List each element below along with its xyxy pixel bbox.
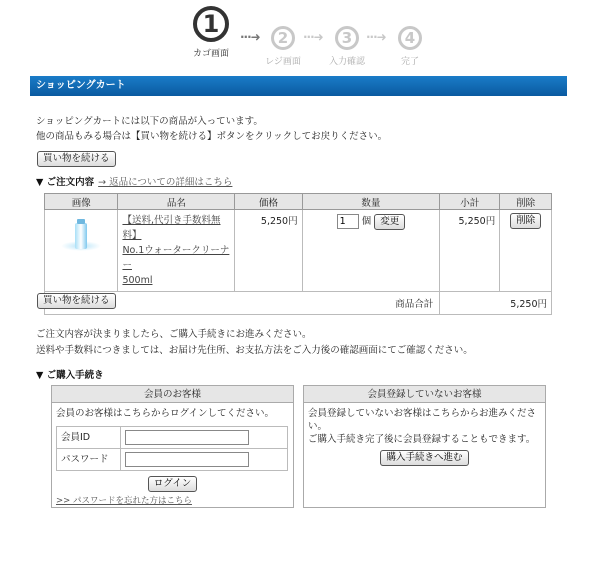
forgot-password-link[interactable]: >> パスワードを忘れた方はこちら — [56, 496, 192, 506]
password-label: パスワード — [57, 449, 121, 471]
update-quantity-button[interactable]: 変更 — [374, 214, 405, 230]
order-table — [44, 193, 552, 315]
member-desc: 会員のお客様はこちらからログインしてください。 — [56, 408, 275, 419]
intro-line-1: ショッピングカートには以下の商品が入っています。 — [36, 116, 263, 127]
col-name: 品名 — [118, 194, 235, 210]
total-row — [45, 292, 552, 315]
arrow-icon: ···➜ — [366, 30, 386, 44]
col-price: 価格 — [235, 194, 302, 210]
quantity-input[interactable] — [337, 214, 359, 229]
arrow-icon: ···➜ — [240, 30, 260, 44]
delete-cell — [500, 210, 552, 292]
purchase-heading: ▼ ご購入手続き — [36, 370, 104, 381]
step-label: 入力確認 — [328, 57, 365, 67]
member-panel — [51, 385, 294, 508]
continue-shopping-button[interactable]: 買い物を続ける — [37, 151, 116, 167]
guest-panel — [303, 385, 546, 508]
delete-item-button[interactable]: 削除 — [510, 213, 541, 229]
order-heading-label: ▼ ご注文内容 — [36, 177, 95, 188]
product-price: 5,250円 — [235, 210, 302, 292]
step-number: 4 — [398, 26, 422, 50]
step-4-complete — [380, 6, 440, 67]
step-1-cart — [181, 6, 241, 59]
product-image-cell — [45, 210, 118, 292]
guest-desc-line-2: い。 — [308, 421, 328, 432]
table-header-row — [45, 194, 552, 210]
product-name-line-1: 【送料,代引き手数料無料】 — [122, 215, 221, 241]
total-value: 5,250円 — [440, 292, 552, 315]
product-name-line-2: No.1ウォータークリーナー — [122, 245, 230, 271]
step-label: 完了 — [400, 57, 419, 67]
password-input[interactable] — [125, 452, 249, 467]
table-row — [45, 210, 552, 292]
step-number: 1 — [193, 6, 229, 42]
qty-unit: 個 — [361, 216, 372, 227]
guest-desc-line-1: 会員登録していないお客様はこちらからお進みくださ — [308, 408, 537, 419]
product-name-link[interactable] — [122, 213, 230, 288]
continue-shopping-button-2[interactable]: 買い物を続ける — [37, 293, 116, 309]
notice-line-2: 送料や手数料につきましては、お届け先住所、お支払方法をご入力後の確認画面にてご確認ください。 — [36, 345, 473, 356]
guest-desc-line-3: ご購入手続き完了後に会員登録することもできます。 — [308, 434, 536, 445]
page-title: ショッピングカート — [30, 76, 567, 96]
member-id-input[interactable] — [125, 430, 249, 445]
guest-panel-title: 会員登録していないお客様 — [304, 386, 545, 403]
step-number: 2 — [271, 26, 295, 50]
product-name-line-3: 500ml — [122, 275, 153, 286]
notice-line-1: ご注文内容が決まりましたら、ご購入手続きにお進みください。 — [36, 329, 312, 340]
arrow-icon: ···➜ — [303, 30, 323, 44]
login-form — [56, 426, 288, 471]
intro-line-2: 他の商品もみる場合は【買い物を続ける】ボタンをクリックしてお戻りください。 — [36, 131, 388, 142]
step-label: レジ画面 — [265, 57, 301, 67]
member-id-label: 会員ID — [57, 427, 121, 449]
total-label: 商品合計 — [45, 292, 440, 315]
product-subtotal: 5,250円 — [440, 210, 500, 292]
col-subtotal: 小計 — [440, 194, 500, 210]
member-panel-title: 会員のお客様 — [52, 386, 293, 403]
proceed-to-checkout-button[interactable]: 購入手続きへ進む — [380, 450, 468, 466]
checkout-steps — [0, 6, 600, 66]
product-image[interactable] — [53, 215, 109, 255]
col-delete: 削除 — [500, 194, 552, 210]
col-qty: 数量 — [302, 194, 440, 210]
login-button[interactable]: ログイン — [148, 476, 198, 492]
qty-cell — [302, 210, 440, 292]
step-number: 3 — [335, 26, 359, 50]
col-image: 画像 — [45, 194, 118, 210]
product-name-cell — [118, 210, 235, 292]
order-heading — [36, 174, 232, 188]
returns-info-link[interactable]: → 返品についての詳細はこちら — [98, 177, 233, 188]
step-label: カゴ画面 — [192, 49, 229, 59]
